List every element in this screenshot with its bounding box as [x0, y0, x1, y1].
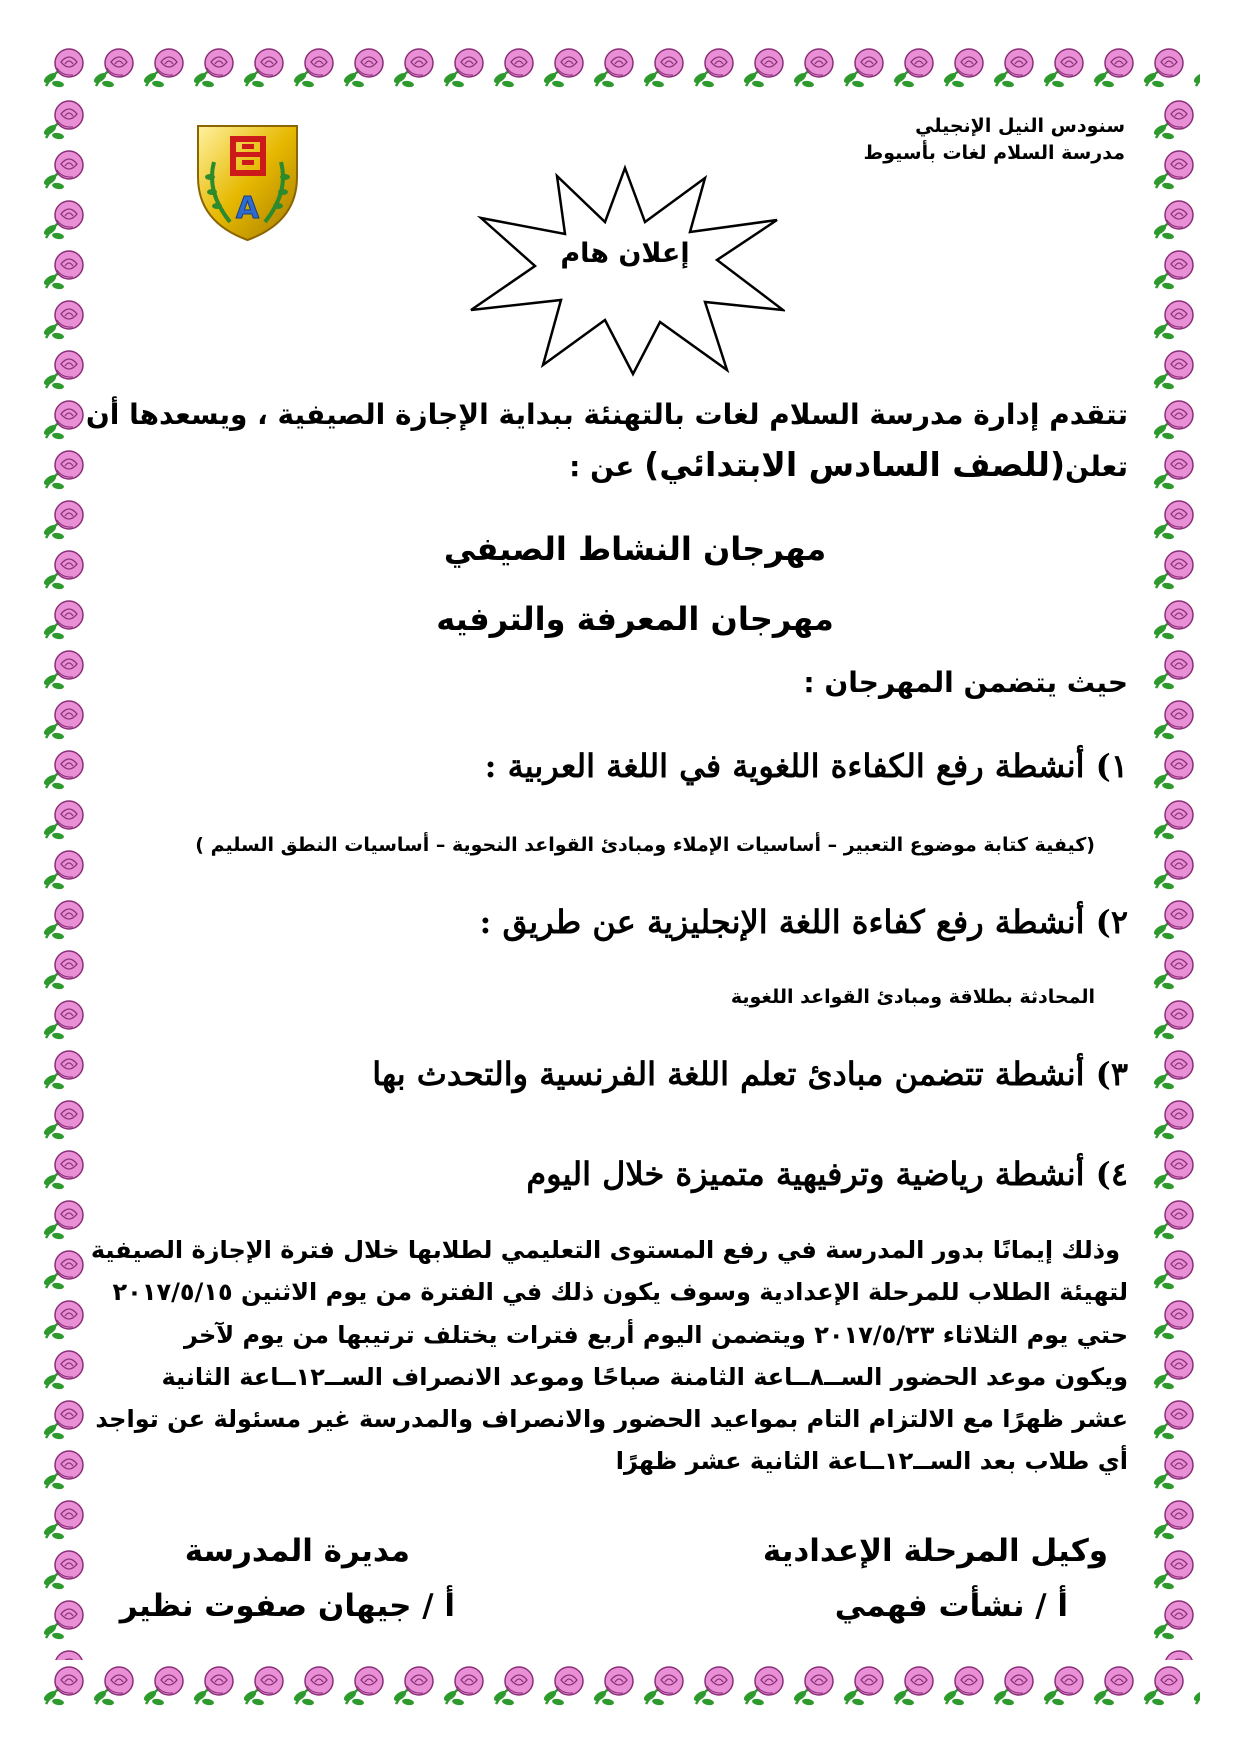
- rose-icon: [1040, 1660, 1090, 1710]
- rose-icon: [140, 1660, 190, 1710]
- body-line-1: وذلك إيمانًا بدور المدرسة في رفع المستوى التعليمي لطلابها خلال فترة الإجازة الصيفية: [90, 1236, 1120, 1264]
- rose-icon: [940, 1660, 990, 1710]
- rose-icon: [1150, 144, 1200, 194]
- announcement-starburst: [465, 160, 785, 380]
- rose-icon: [40, 644, 90, 694]
- rose-icon: [40, 1094, 90, 1144]
- announcement-title: إعلان هام: [560, 238, 690, 269]
- activity-4-title: ٤) أنشطة رياضية وترفيهية متميزة خلال اليوم: [526, 1155, 1128, 1193]
- rose-icon: [1150, 494, 1200, 544]
- rose-icon: [1150, 1044, 1200, 1094]
- rose-icon: [40, 144, 90, 194]
- rose-icon: [1150, 94, 1200, 144]
- rose-icon: [1150, 544, 1200, 594]
- rose-icon: [1190, 1660, 1200, 1710]
- rose-icon: [40, 744, 90, 794]
- rose-icon: [690, 42, 740, 92]
- rose-icon: [390, 42, 440, 92]
- rose-icon: [590, 1660, 640, 1710]
- rose-border-bottom: [40, 1660, 1200, 1712]
- rose-icon: [690, 1660, 740, 1710]
- school-shield-logo: [190, 122, 305, 244]
- rose-icon: [90, 42, 140, 92]
- rose-icon: [240, 42, 290, 92]
- rose-icon: [40, 42, 90, 92]
- rose-icon: [840, 42, 890, 92]
- rose-icon: [740, 1660, 790, 1710]
- activity-3-title: ٣) أنشطة تتضمن مبادئ تعلم اللغة الفرنسية والتحدث بها: [372, 1055, 1128, 1093]
- rose-icon: [40, 1644, 90, 1660]
- rose-icon: [1150, 1294, 1200, 1344]
- rose-icon: [40, 694, 90, 744]
- rose-icon: [990, 42, 1040, 92]
- rose-icon: [240, 1660, 290, 1710]
- rose-icon: [40, 1544, 90, 1594]
- rose-icon: [1140, 1660, 1190, 1710]
- rose-icon: [40, 394, 90, 444]
- rose-icon: [1040, 42, 1090, 92]
- festival-summer-activity: مهرجان النشاط الصيفي: [443, 530, 827, 568]
- principal-title: مديرة المدرسة: [184, 1533, 410, 1569]
- rose-icon: [1150, 1394, 1200, 1444]
- rose-icon: [1150, 294, 1200, 344]
- rose-border-top: [40, 42, 1200, 94]
- rose-icon: [1140, 42, 1190, 92]
- rose-icon: [340, 1660, 390, 1710]
- rose-icon: [40, 994, 90, 1044]
- rose-icon: [1150, 794, 1200, 844]
- rose-icon: [1150, 694, 1200, 744]
- body-line-5: عشر ظهرًا مع الالتزام التام بمواعيد الحضور والانصراف والمدرسة غير مسئولة عن تواجد: [95, 1405, 1128, 1433]
- rose-icon: [40, 1444, 90, 1494]
- intro-line-2: [569, 445, 1128, 484]
- rose-icon: [1150, 394, 1200, 444]
- rose-icon: [1150, 444, 1200, 494]
- rose-icon: [40, 944, 90, 994]
- activity-2-detail: المحادثة بطلاقة ومبادئ القواعد اللغوية: [730, 986, 1095, 1008]
- activity-2-title: ٢) أنشطة رفع كفاءة اللغة الإنجليزية عن طريق :: [479, 903, 1128, 941]
- rose-icon: [1150, 844, 1200, 894]
- rose-icon: [40, 1194, 90, 1244]
- body-line-2: لتهيئة الطلاب للمرحلة الإعدادية وسوف يكون ذلك في الفترة من يوم الاثنين ٢٠١٧/٥/١٥: [112, 1278, 1128, 1306]
- school-name: مدرسة السلام لغات بأسيوط: [863, 142, 1125, 164]
- activity-1-detail: (كيفية كتابة موضوع التعبير – أساسيات الإملاء ومبادئ القواعد النحوية – أساسيات النطق السليم ): [195, 834, 1095, 856]
- rose-icon: [40, 244, 90, 294]
- rose-icon: [1150, 1494, 1200, 1544]
- rose-icon: [790, 1660, 840, 1710]
- rose-icon: [1150, 944, 1200, 994]
- rose-icon: [1090, 1660, 1140, 1710]
- rose-icon: [1150, 194, 1200, 244]
- festival-knowledge-fun: مهرجان المعرفة والترفيه: [436, 600, 834, 638]
- rose-icon: [40, 1144, 90, 1194]
- rose-icon: [40, 1044, 90, 1094]
- rose-icon: [1150, 1594, 1200, 1644]
- intro-line-2-suffix: عن :: [569, 450, 645, 483]
- rose-icon: [490, 1660, 540, 1710]
- rose-icon: [840, 1660, 890, 1710]
- deputy-name: أ / نشأت فهمي: [834, 1588, 1068, 1624]
- rose-icon: [40, 1294, 90, 1344]
- rose-icon: [40, 844, 90, 894]
- rose-icon: [40, 594, 90, 644]
- includes-heading: حيث يتضمن المهرجان :: [803, 666, 1128, 699]
- rose-border-right: [1150, 94, 1200, 1660]
- intro-line-1: تتقدم إدارة مدرسة السلام لغات بالتهنئة ببداية الإجازة الصيفية ، ويسعدها أن: [85, 398, 1128, 431]
- rose-icon: [40, 894, 90, 944]
- rose-icon: [890, 42, 940, 92]
- rose-icon: [40, 494, 90, 544]
- activity-1-title: ١) أنشطة رفع الكفاءة اللغوية في اللغة العربية :: [484, 747, 1128, 785]
- rose-icon: [990, 1660, 1040, 1710]
- rose-icon: [1150, 1244, 1200, 1294]
- rose-icon: [190, 42, 240, 92]
- rose-icon: [1150, 994, 1200, 1044]
- rose-icon: [540, 42, 590, 92]
- rose-icon: [540, 1660, 590, 1710]
- grade-highlight: (للصف السادس الابتدائي): [644, 445, 1066, 484]
- svg-text:A: A: [235, 191, 260, 226]
- rose-icon: [40, 1344, 90, 1394]
- synod-name: سنودس النيل الإنجيلي: [915, 115, 1125, 137]
- rose-icon: [40, 1660, 90, 1710]
- rose-border-left: [40, 94, 90, 1660]
- rose-icon: [790, 42, 840, 92]
- rose-icon: [40, 444, 90, 494]
- rose-icon: [440, 42, 490, 92]
- rose-icon: [640, 42, 690, 92]
- rose-icon: [740, 42, 790, 92]
- rose-icon: [1150, 1344, 1200, 1394]
- rose-icon: [1150, 1094, 1200, 1144]
- rose-icon: [40, 544, 90, 594]
- rose-icon: [140, 42, 190, 92]
- rose-icon: [440, 1660, 490, 1710]
- rose-icon: [190, 1660, 240, 1710]
- rose-icon: [490, 42, 540, 92]
- rose-icon: [40, 294, 90, 344]
- rose-icon: [340, 42, 390, 92]
- rose-icon: [640, 1660, 690, 1710]
- rose-icon: [40, 794, 90, 844]
- rose-icon: [590, 42, 640, 92]
- rose-icon: [40, 1394, 90, 1444]
- rose-icon: [290, 42, 340, 92]
- rose-icon: [1150, 894, 1200, 944]
- rose-icon: [40, 1594, 90, 1644]
- body-line-6: أي طلاب بعد الســ١٢ــاعة الثانية عشر ظهرًا: [615, 1447, 1128, 1475]
- rose-icon: [40, 94, 90, 144]
- intro-line-2-prefix: تعلن: [1065, 450, 1128, 483]
- rose-icon: [40, 1244, 90, 1294]
- rose-icon: [890, 1660, 940, 1710]
- rose-icon: [90, 1660, 140, 1710]
- rose-icon: [1150, 1144, 1200, 1194]
- rose-icon: [1150, 594, 1200, 644]
- body-line-4: ويكون موعد الحضور الســ٨ــاعة الثامنة صباحًا وموعد الانصراف الســ١٢ــاعة الثانية: [161, 1363, 1128, 1391]
- rose-icon: [40, 344, 90, 394]
- rose-icon: [1150, 1194, 1200, 1244]
- rose-icon: [390, 1660, 440, 1710]
- rose-icon: [40, 1494, 90, 1544]
- rose-icon: [1150, 244, 1200, 294]
- rose-icon: [40, 194, 90, 244]
- deputy-title: وكيل المرحلة الإعدادية: [762, 1533, 1108, 1569]
- principal-name: أ / جيهان صفوت نظير: [119, 1588, 455, 1624]
- rose-icon: [1090, 42, 1140, 92]
- rose-icon: [290, 1660, 340, 1710]
- rose-icon: [1150, 344, 1200, 394]
- rose-icon: [1150, 1644, 1200, 1660]
- rose-icon: [1150, 644, 1200, 694]
- body-line-3: حتي يوم الثلاثاء ٢٠١٧/٥/٢٣ ويتضمن اليوم أربع فترات يختلف ترتيبها من يوم لآخر: [184, 1321, 1128, 1349]
- rose-icon: [1150, 744, 1200, 794]
- rose-icon: [1150, 1544, 1200, 1594]
- rose-icon: [1190, 42, 1200, 92]
- rose-icon: [940, 42, 990, 92]
- rose-icon: [1150, 1444, 1200, 1494]
